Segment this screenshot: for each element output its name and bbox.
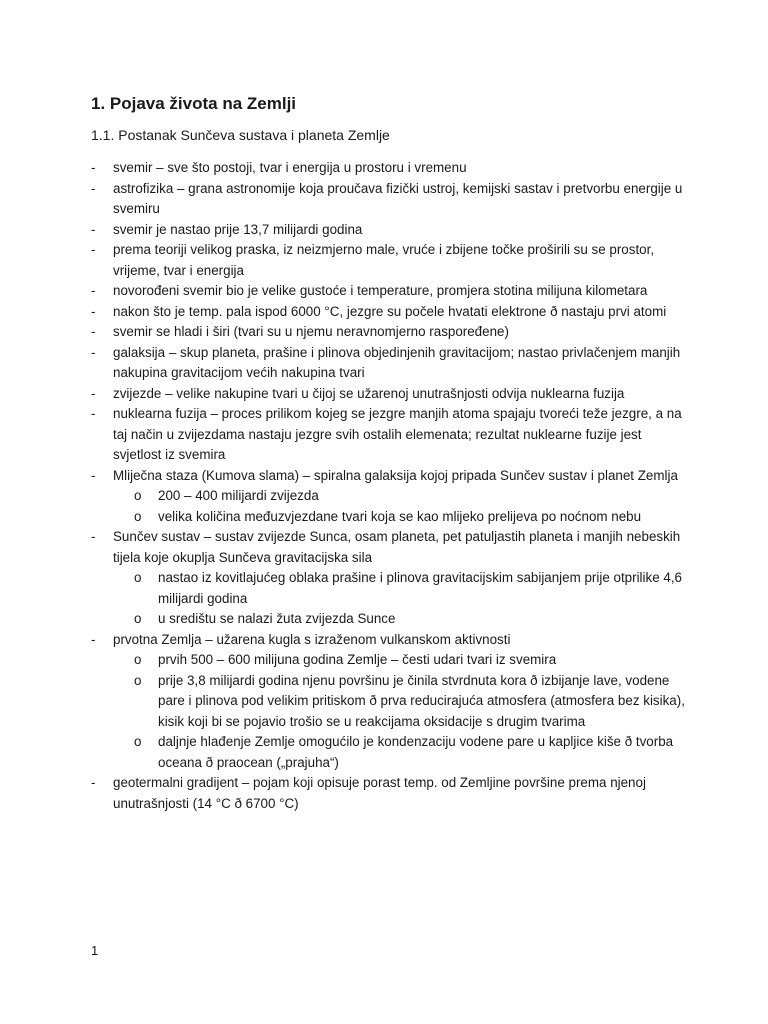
circle-bullet-marker: o [134, 652, 142, 667]
page-title: 1. Pojava života na Zemlji [91, 94, 297, 113]
dash-bullet-marker: - [91, 467, 96, 483]
circle-bullet-marker: o [134, 672, 142, 688]
circle-bullet-marker: o [134, 611, 142, 626]
list-item-text: astrofizika – grana astronomije koja proučava fizički ustroj, kemijski sastav i pretvorbu energije u svemiru [113, 180, 683, 216]
list-item-text: prema teoriji velikog praska, iz neizmjerno male, vruće i zbijene točke proširili su se prostor, vrijeme, tvar i energija [113, 242, 655, 278]
sub-list-item [91, 568, 691, 609]
list-item [91, 158, 691, 179]
list-item [91, 466, 691, 487]
list-item [91, 302, 691, 323]
list-item-text: daljnje hlađenje Zemlje omogućilo je kondenzaciju vodene pare u kapljice kiše ð tvorba oceana ð praocean („prajuha“) [158, 734, 674, 770]
dash-bullet-marker: - [91, 385, 96, 401]
list-item [91, 179, 691, 220]
list-item-text: svemir – sve što postoji, tvar i energija u prostoru i vremenu [113, 160, 467, 175]
dash-bullet-marker: - [91, 303, 96, 319]
list-item-text: nastao iz kovitlajućeg oblaka prašine i plinova gravitacijskim sabijanjem prije otprilike 4,6 milijardi godina [158, 570, 682, 606]
list-item-text: prije 3,8 milijardi godina njenu površinu je činila stvrdnuta kora ð izbijanje lave, vodene pare i plinova pod velikim pritiskom ð prva reducirajuća atmosfera (atmosfera bez kisika), kisik koji bi se pojavio trošio se u reakcijama oksidacije s drugim tvarima [158, 672, 685, 729]
list-item-text: nuklearna fuzija – proces prilikom kojeg se jezgre manjih atoma spajaju tvoreći teže jezgre, a na taj način u zvijezdama nastaju jezgre svih ostalih elemenata; rezultat nuklearne fuzije jest svjetlost iz svemira [113, 406, 682, 462]
dash-bullet-marker: - [91, 180, 96, 196]
dash-bullet-marker: - [91, 221, 96, 237]
circle-bullet-marker: o [134, 488, 142, 503]
sub-list-item [91, 732, 691, 773]
sub-list-item [91, 507, 691, 528]
dash-bullet-marker: - [91, 324, 96, 339]
dash-bullet-marker: - [91, 242, 96, 257]
list-item [91, 240, 691, 281]
sub-list-item [91, 609, 691, 630]
bullet-list [91, 158, 691, 814]
list-item-text: galaksija – skup planeta, prašine i plinova objedinjenih gravitacijom; nastao privlačenjem manjih nakupina gravitacijom većih nakupina tvari [113, 344, 681, 380]
list-item-text: velika količina međuzvjezdane tvari koja se kao mlijeko prelijeva po noćnom nebu [158, 508, 642, 524]
dash-bullet-marker: - [91, 283, 96, 298]
list-item-text: Sunčev sustav – sustav zvijezde Sunca, osam planeta, pet patuljastih planeta i manjih nebeskih tijela koje okuplja Sunčeva gravitacijska sila [113, 529, 681, 565]
list-item-text: svemir je nastao prije 13,7 milijardi godina [113, 221, 363, 237]
sub-list-item [91, 650, 691, 671]
list-item [91, 343, 691, 384]
list-item [91, 384, 691, 405]
dash-bullet-marker: - [91, 529, 96, 544]
list-item-text: Mliječna staza (Kumova slama) – spiralna galaksija kojoj pripada Sunčev sustav i planet Zemlja [113, 467, 678, 483]
list-item-text: u središtu se nalazi žuta zvijezda Sunce [158, 611, 396, 626]
dash-bullet-marker: - [91, 344, 96, 360]
list-item [91, 220, 691, 241]
circle-bullet-marker: o [134, 570, 142, 585]
list-item-text: prvotna Zemlja – užarena kugla s izraženom vulkanskom aktivnosti [113, 631, 511, 647]
list-item [91, 404, 691, 466]
list-item-text: 200 – 400 milijardi zvijezda [158, 488, 319, 503]
sub-list-item [91, 671, 691, 733]
page-number: 1 [91, 943, 99, 958]
sub-list-item [91, 486, 691, 507]
list-item [91, 773, 691, 814]
list-item-text: svemir se hladi i širi (tvari su u njemu neravnomjerno raspoređene) [113, 324, 509, 339]
list-item-text: zvijezde – velike nakupine tvari u čijoj se užarenoj unutrašnjosti odvija nuklearna fuzija [113, 385, 625, 401]
circle-bullet-marker: o [134, 508, 142, 524]
list-item [91, 527, 691, 568]
list-item [91, 281, 691, 302]
list-item [91, 322, 691, 343]
list-item-text: prvih 500 – 600 milijuna godina Zemlje – česti udari tvari iz svemira [158, 652, 557, 667]
dash-bullet-marker: - [91, 631, 96, 647]
section-heading: 1.1. Postanak Sunčeva sustava i planeta Zemlje [91, 127, 390, 143]
circle-bullet-marker: o [134, 734, 142, 749]
dash-bullet-marker: - [91, 406, 96, 421]
list-item-text: novorođeni svemir bio je velike gustoće i temperature, promjera stotina milijuna kilometara [113, 283, 648, 298]
list-item-text: geotermalni gradijent – pojam koji opisuje porast temp. od Zemljine površine prema njenoj unutrašnjosti (14 °C ð 6700 °C) [113, 775, 646, 811]
dash-bullet-marker: - [91, 775, 96, 790]
list-item [91, 630, 691, 651]
list-item-text: nakon što je temp. pala ispod 6000 °C, jezgre su počele hvatati elektrone ð nastaju prvi atomi [113, 303, 667, 319]
dash-bullet-marker: - [91, 160, 96, 175]
